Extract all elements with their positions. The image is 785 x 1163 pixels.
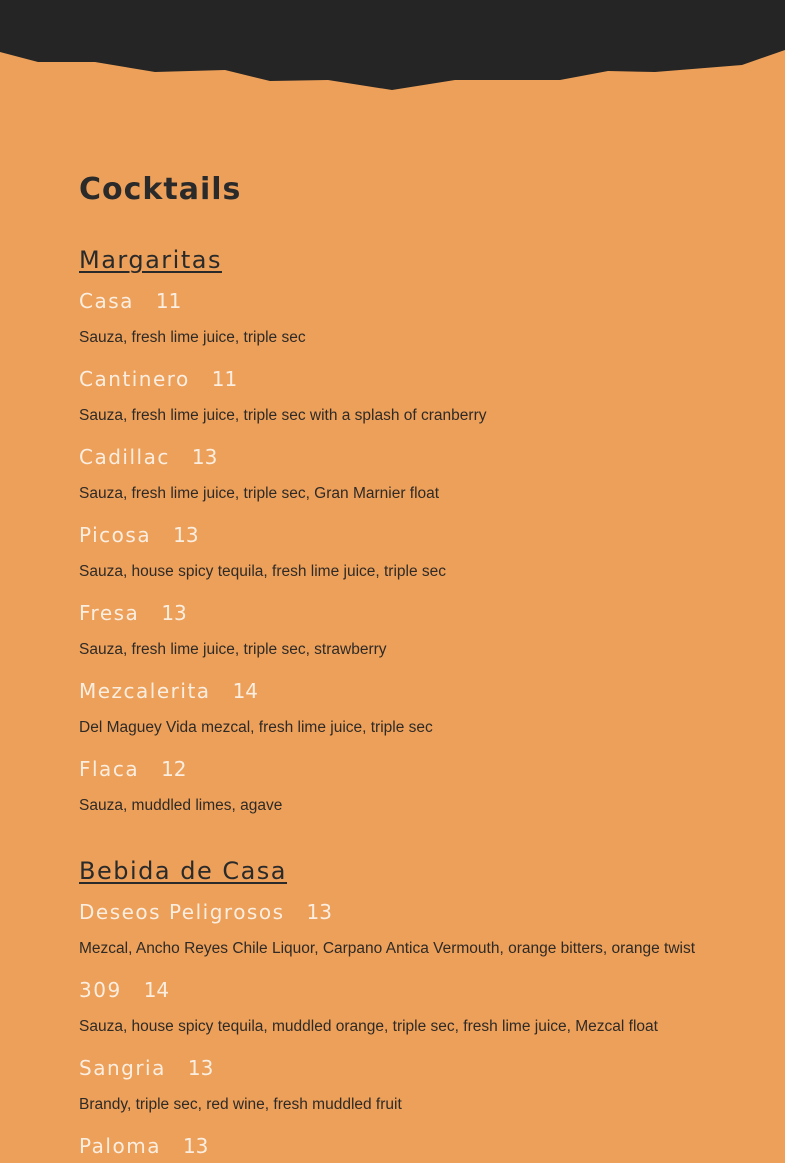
menu-item: [79, 754, 759, 816]
item-description: Sauza, fresh lime juice, triple sec: [79, 329, 306, 346]
item-name: Cadillac: [79, 445, 170, 469]
item-description: Sauza, house spicy tequila, fresh lime juice, triple sec: [79, 563, 447, 580]
item-description: Sauza, fresh lime juice, triple sec with a splash of cranberry: [79, 407, 487, 424]
item-description: Brandy, triple sec, red wine, fresh muddled fruit: [79, 1096, 402, 1113]
item-description: Del Maguey Vida mezcal, fresh lime juice, triple sec: [79, 719, 433, 736]
menu-item: [79, 286, 759, 348]
item-description: Sauza, fresh lime juice, triple sec, Gran Marnier float: [79, 485, 440, 502]
item-description: Mezcal, Ancho Reyes Chile Liquor, Carpano Antica Vermouth, orange bitters, orange twist: [79, 940, 696, 957]
item-name: Paloma: [79, 1134, 161, 1158]
page-title: Cocktails: [79, 172, 242, 207]
item-name: Fresa: [79, 601, 140, 625]
section-heading-bebida-de-casa: Bebida de Casa: [79, 857, 288, 885]
menu-item: [79, 676, 759, 738]
menu-item: [79, 897, 759, 959]
menu-item: [79, 1053, 759, 1115]
item-name: Flaca: [79, 757, 140, 781]
item-name: Picosa: [79, 523, 152, 547]
menu-item: [79, 442, 759, 504]
item-description: Sauza, house spicy tequila, muddled orange, triple sec, fresh lime juice, Mezcal float: [79, 1018, 658, 1035]
item-price: 13: [182, 1134, 209, 1158]
item-price: 11: [211, 367, 238, 391]
item-price: 11: [155, 289, 182, 313]
menu-item: [79, 364, 759, 426]
item-name: Cantinero: [79, 367, 190, 391]
item-name: Deseos Peligrosos: [79, 900, 285, 924]
item-price: 13: [173, 523, 199, 547]
item-description: Sauza, muddled limes, agave: [79, 797, 283, 814]
item-name: Casa: [79, 289, 134, 313]
item-price: 14: [232, 679, 259, 703]
item-price: 12: [161, 757, 187, 781]
item-name: Sangria: [79, 1056, 166, 1080]
item-price: 13: [161, 601, 187, 625]
item-description: Sauza, fresh lime juice, triple sec, strawberry: [79, 641, 387, 658]
section-heading-margaritas: Margaritas: [79, 246, 222, 274]
menu-item: [79, 1131, 759, 1161]
top-torn-edge-band: [0, 0, 785, 95]
item-price: 13: [187, 1056, 214, 1080]
item-price: 13: [306, 900, 332, 924]
item-name: 309: [79, 978, 122, 1002]
item-name: Mezcalerita: [79, 679, 211, 703]
menu-item: [79, 598, 759, 660]
item-price: 13: [191, 445, 218, 469]
item-price: 14: [143, 978, 170, 1002]
menu-item: [79, 520, 759, 582]
menu-item: [79, 975, 759, 1037]
